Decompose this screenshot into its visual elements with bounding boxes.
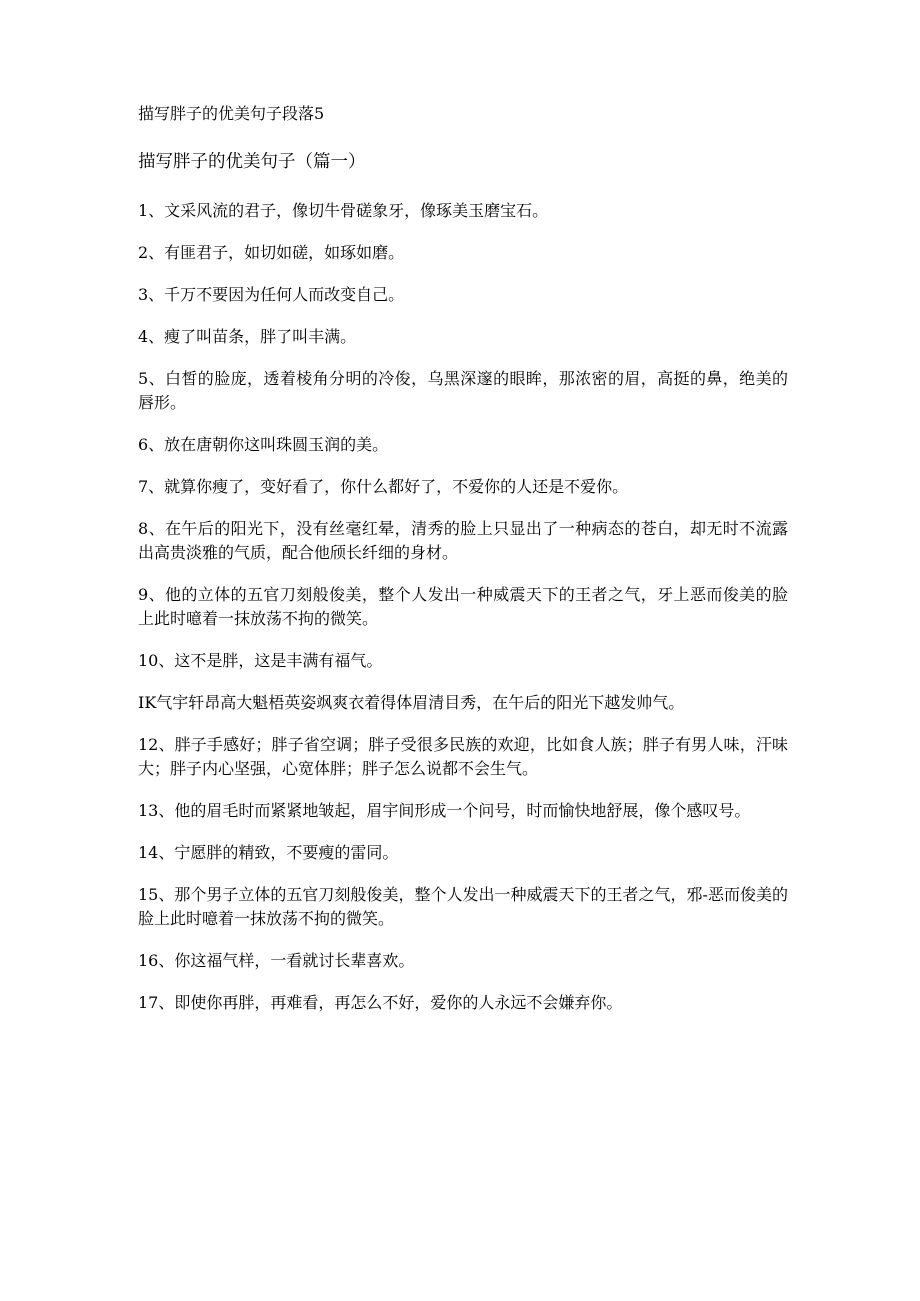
sentence-item: 10、这不是胖，这是丰满有福气。 — [138, 651, 383, 670]
sentence-item: 7、就算你瘦了，变好看了，你什么都好了，不爱你的人还是不爱你。 — [138, 477, 629, 496]
sentence-item: 6、放在唐朝你这叫珠圆玉润的美。 — [138, 435, 389, 454]
sentence-item: 2、有匪君子，如切如磋，如琢如磨。 — [138, 243, 405, 262]
sentence-list — [138, 199, 788, 1033]
sentence-item: 9、他的立体的五官刀刻般俊美，整个人发出一种威震天下的王者之气，牙上恶而俊美的脸上此时噫着一抹放荡不拘的微笑。 — [138, 585, 788, 628]
sentence-item: 14、宁愿胖的精致，不要瘦的雷同。 — [138, 843, 399, 862]
sentence-item: 13、他的眉毛时而紧紧地皱起，眉宇间形成一个问号，时而愉快地舒展，像个感叹号。 — [138, 801, 751, 820]
sentence-item: 5、白皙的脸庞，透着棱角分明的冷俊，乌黑深邃的眼眸，那浓密的眉，高挺的鼻，绝美的唇形。 — [138, 369, 788, 412]
sentence-item: 4、瘦了叫苗条，胖了叫丰满。 — [138, 327, 357, 346]
sentence-item: 3、千万不要因为任何人而改变自己。 — [138, 285, 405, 304]
sentence-item: 12、胖子手感好；胖子省空调；胖子受很多民族的欢迎，比如食人族；胖子有男人味，汗味大；胖子内心坚强，心宽体胖；胖子怎么说都不会生气。 — [138, 735, 788, 778]
document-title: 描写胖子的优美句子段落5 — [138, 104, 325, 123]
sentence-item: IK气宇轩昂高大魁梧英姿飒爽衣着得体眉清目秀，在午后的阳光下越发帅气。 — [138, 693, 685, 712]
sentence-item: 8、在午后的阳光下，没有丝毫红晕，清秀的脸上只显出了一种病态的苍白，却无时不流露出高贵淡雅的气质，配合他颀长纤细的身材。 — [138, 519, 788, 562]
sentence-item: 17、即使你再胖，再难看，再怎么不好，爱你的人永远不会嫌弃你。 — [138, 993, 623, 1012]
section-heading: 描写胖子的优美句子（篇一） — [138, 152, 366, 172]
sentence-item: 16、你这福气样，一看就讨长辈喜欢。 — [138, 951, 415, 970]
sentence-item: 15、那个男子立体的五官刀刻般俊美，整个人发出一种威震天下的王者之气，邪-恶而俊美的脸上此时噫着一抹放荡不拘的微笑。 — [138, 885, 788, 928]
sentence-item: 1、文采风流的君子，像切牛骨磋象牙，像琢美玉磨宝石。 — [138, 201, 549, 220]
